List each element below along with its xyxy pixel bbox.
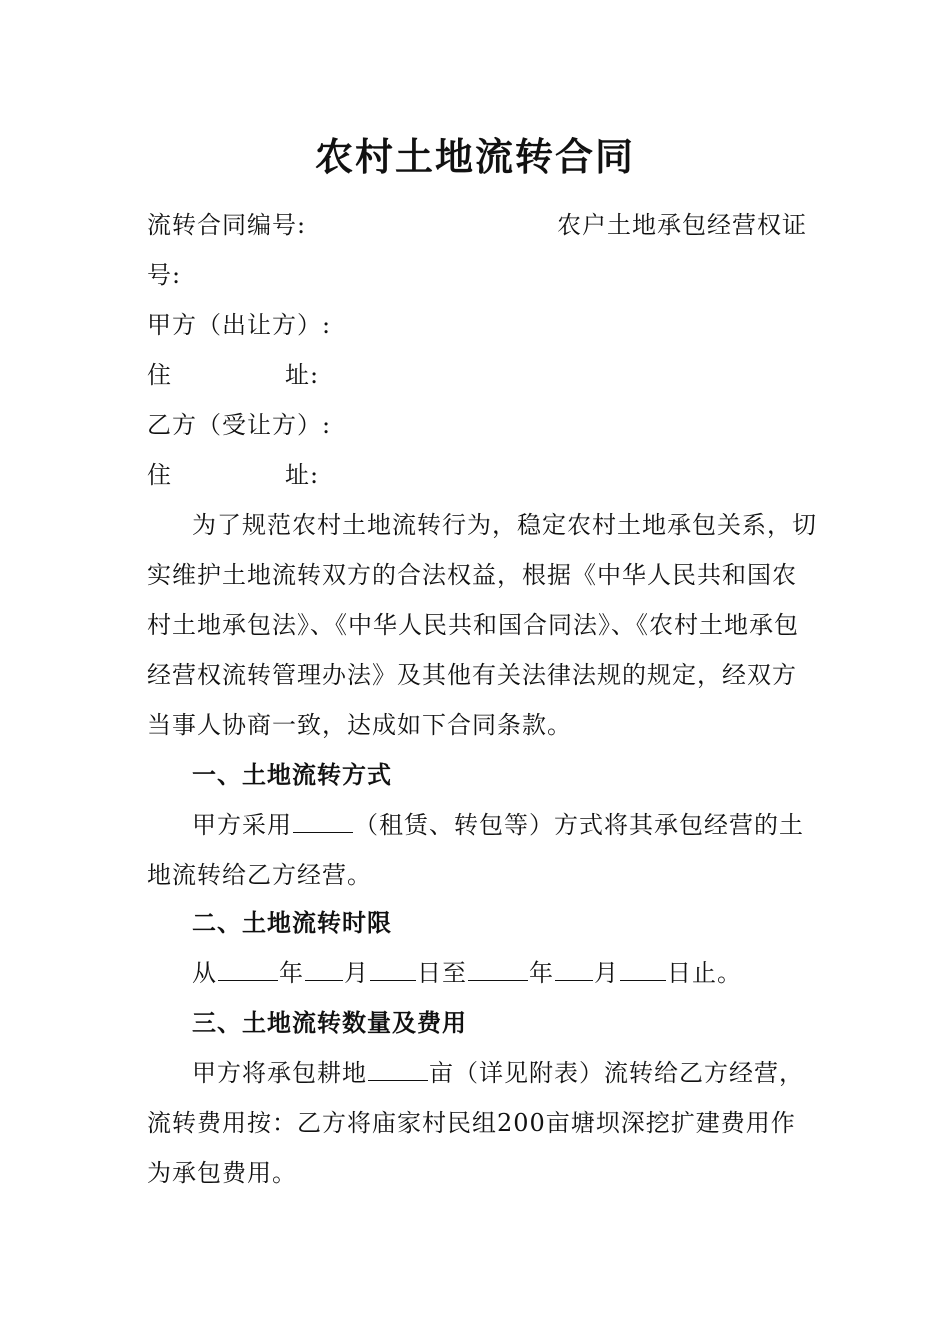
section3-line: 为承包费用。 xyxy=(147,1159,297,1187)
text-segment: 日止。 xyxy=(667,959,742,987)
fill-blank xyxy=(370,958,416,981)
preamble-line: 当事人协商一致，达成如下合同条款。 xyxy=(147,711,572,739)
address-label-right: 址: xyxy=(285,461,320,489)
text-segment: 年 xyxy=(529,959,554,987)
section1-line: 地流转给乙方经营。 xyxy=(147,861,372,889)
section3-line xyxy=(192,1058,852,1088)
text-segment: 亩（详见附表）流转给乙方经营， xyxy=(429,1059,804,1087)
land-cert-label: 农户土地承包经营权证 xyxy=(557,211,807,239)
fill-blank xyxy=(368,1058,428,1081)
preamble-line: 为了规范农村土地流转行为，稳定农村土地承包关系，切 xyxy=(192,511,817,539)
preamble-line: 村土地承包法》、《中华人民共和国合同法》、《农村土地承包 xyxy=(147,611,799,639)
section-heading: 一、土地流转方式 xyxy=(192,761,392,789)
section2-line xyxy=(192,958,852,988)
contract-number-row xyxy=(147,210,807,240)
fill-blank xyxy=(218,958,278,981)
party-a-label: 甲方（出让方）: xyxy=(147,311,332,339)
preamble-line: 经营权流转管理办法》及其他有关法律法规的规定，经双方 xyxy=(147,661,797,689)
text-segment: （租赁、转包等）方式将其承包经营的土 xyxy=(354,811,804,839)
address-label-left: 住 xyxy=(147,461,172,489)
contract-number-label: 流转合同编号: xyxy=(147,211,307,239)
address-label-left: 住 xyxy=(147,361,172,389)
document-title: 农村土地流转合同 xyxy=(314,135,635,179)
preamble-line: 实维护土地流转双方的合法权益，根据《中华人民共和国农 xyxy=(147,561,797,589)
fill-blank xyxy=(468,958,528,981)
text-segment: 月 xyxy=(344,959,369,987)
section1-line xyxy=(192,810,852,840)
text-segment: 年 xyxy=(279,959,304,987)
section3-line: 流转费用按：乙方将庙家村民组200亩塘坝深挖扩建费用作 xyxy=(147,1109,796,1137)
text-segment: 月 xyxy=(594,959,619,987)
address-label-right: 址: xyxy=(285,361,320,389)
text-segment: 日至 xyxy=(417,959,467,987)
fill-blank xyxy=(305,958,343,981)
fill-blank xyxy=(620,958,666,981)
text-segment: 从 xyxy=(192,959,217,987)
party-b-address-row xyxy=(147,460,807,490)
section-heading: 二、土地流转时限 xyxy=(192,909,392,937)
party-a-address-row xyxy=(147,360,807,390)
text-segment: 甲方将承包耕地 xyxy=(192,1059,367,1087)
land-cert-label-cont: 号: xyxy=(147,261,182,289)
text-segment: 甲方采用 xyxy=(192,811,292,839)
fill-blank xyxy=(555,958,593,981)
fill-blank xyxy=(293,810,353,833)
party-b-label: 乙方（受让方）: xyxy=(147,411,332,439)
section-heading: 三、土地流转数量及费用 xyxy=(192,1009,467,1037)
